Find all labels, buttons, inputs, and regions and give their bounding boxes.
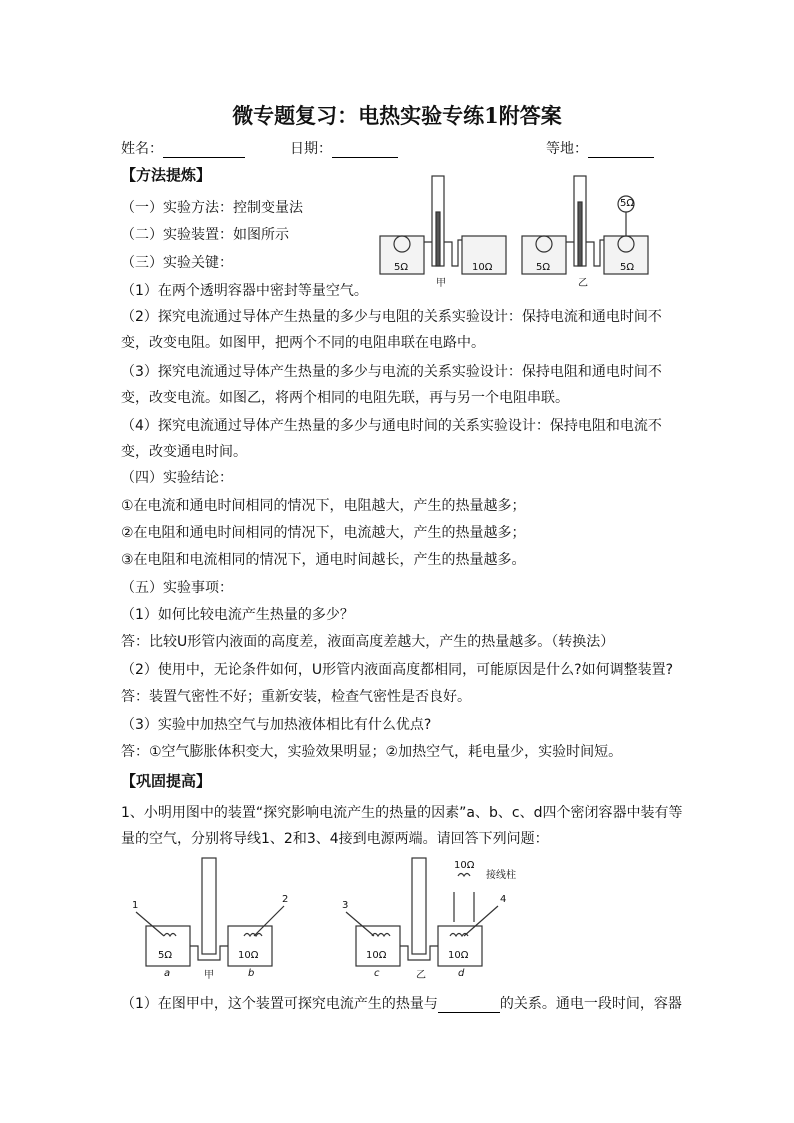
fig2-right-caption: 乙 (416, 970, 426, 981)
fig2-wire-1: 1 (132, 900, 139, 911)
note-item: （2）使用中，无论条件如何，U形管内液面高度都相同，可能原因是什么?如何调整装置? (121, 662, 674, 678)
fig2-wire-2: 2 (282, 894, 289, 905)
method-item: （一）实验方法：控制变量法 (121, 200, 303, 216)
fig2-wire-3: 3 (342, 900, 349, 911)
fig1-right-r2: 5Ω (620, 262, 635, 273)
fig1-left-r1: 5Ω (394, 262, 409, 273)
fig2-left-caption: 甲 (204, 970, 214, 981)
fig2-label-a: a (164, 968, 171, 979)
conclusion-item: ②在电阻和通电时间相同的情况下，电流越大，产生的热量越多； (121, 525, 526, 541)
note-item: 答：装置气密性不好；重新安装，检查气密性是否良好。 (121, 689, 471, 705)
notes-heading: （五）实验事项： (121, 580, 233, 596)
fig2-label-c: c (374, 968, 380, 979)
fig2-label-d: d (458, 968, 465, 979)
date-field: 日期： (290, 138, 398, 158)
fig1-left-caption: 甲 (436, 278, 446, 289)
note-item: 答：①空气膨胀体积变大，实验效果明显；②加热空气，耗电量少，实验时间短。 (121, 744, 623, 760)
method-item: （三）实验关键： (121, 255, 233, 271)
name-field: 姓名： (121, 138, 245, 158)
fig1-right-r1: 5Ω (536, 262, 551, 273)
conclusion-item: ③在电阻和电流相同的情况下，通电时间越长，产生的热量越多。 (121, 552, 526, 568)
grade-field: 等地： (546, 138, 654, 158)
note-item: 答：比较U形管内液面的高度差，液面高度差越大，产生的热量越多。（转换法） (121, 634, 615, 650)
note-item: （3）实验中加热空气与加热液体相比有什么优点? (121, 717, 432, 733)
fig2-label-b: b (248, 968, 255, 979)
fig1-right-caption: 乙 (578, 278, 588, 289)
fig2-r-b: 10Ω (238, 950, 259, 961)
fig2-r-d: 10Ω (448, 950, 469, 961)
fig1-right-top: 5Ω (620, 198, 635, 209)
note-item: （1）如何比较电流产生热量的多少？ (121, 607, 354, 623)
method-para-4: （4）探究电流通过导体产生热量的多少与通电时间的关系实验设计：保持电阻和电流不变，改变通电时间。 (121, 418, 662, 460)
conclusion-heading: （四）实验结论： (121, 470, 233, 486)
method-heading: 【方法提炼】 (121, 166, 212, 184)
page-title: 微专题复习：电热实验专练1附答案 (232, 103, 562, 128)
conclusion-item: ①在电流和通电时间相同的情况下，电阻越大，产生的热量越多； (121, 498, 526, 514)
method-item: （二）实验装置：如图所示 (121, 227, 289, 243)
sub-question-1: （1）在图甲中，这个装置可探究电流产生的热量与 的关系。通电一段时间，容器 (121, 996, 682, 1012)
fig1-left-r2: 10Ω (472, 262, 493, 273)
fig2-terminal: 接线柱 (486, 870, 516, 881)
answer-blank[interactable] (438, 998, 500, 1013)
consolidate-heading: 【巩固提高】 (121, 772, 212, 790)
fig2-top-r: 10Ω (454, 860, 475, 871)
method-para-2: （2）探究电流通过导体产生热量的多少与电阻的关系实验设计：保持电流和通电时间不变，改变电阻。如图甲，把两个不同的电阻串联在电路中。 (121, 309, 662, 351)
question-1: 1、小明用图中的装置“探究影响电流产生的热量的因素”a、b、c、d四个密闭容器中装有等量的空气，分别将导线1、2和3、4接到电源两端。请回答下列问题： (121, 805, 683, 847)
fig2-r-c: 10Ω (366, 950, 387, 961)
method-item: （1）在两个透明容器中密封等量空气。 (121, 283, 368, 299)
fig2-r-a: 5Ω (158, 950, 173, 961)
figure-experiment-apparatus (372, 172, 672, 290)
figure-question-apparatus (124, 852, 536, 984)
fig2-wire-4: 4 (500, 894, 507, 905)
method-para-3: （3）探究电流通过导体产生热量的多少与电流的关系实验设计：保持电阻和通电时间不变，改变电流。如图乙，将两个相同的电阻先联，再与另一个电阻串联。 (121, 364, 662, 406)
